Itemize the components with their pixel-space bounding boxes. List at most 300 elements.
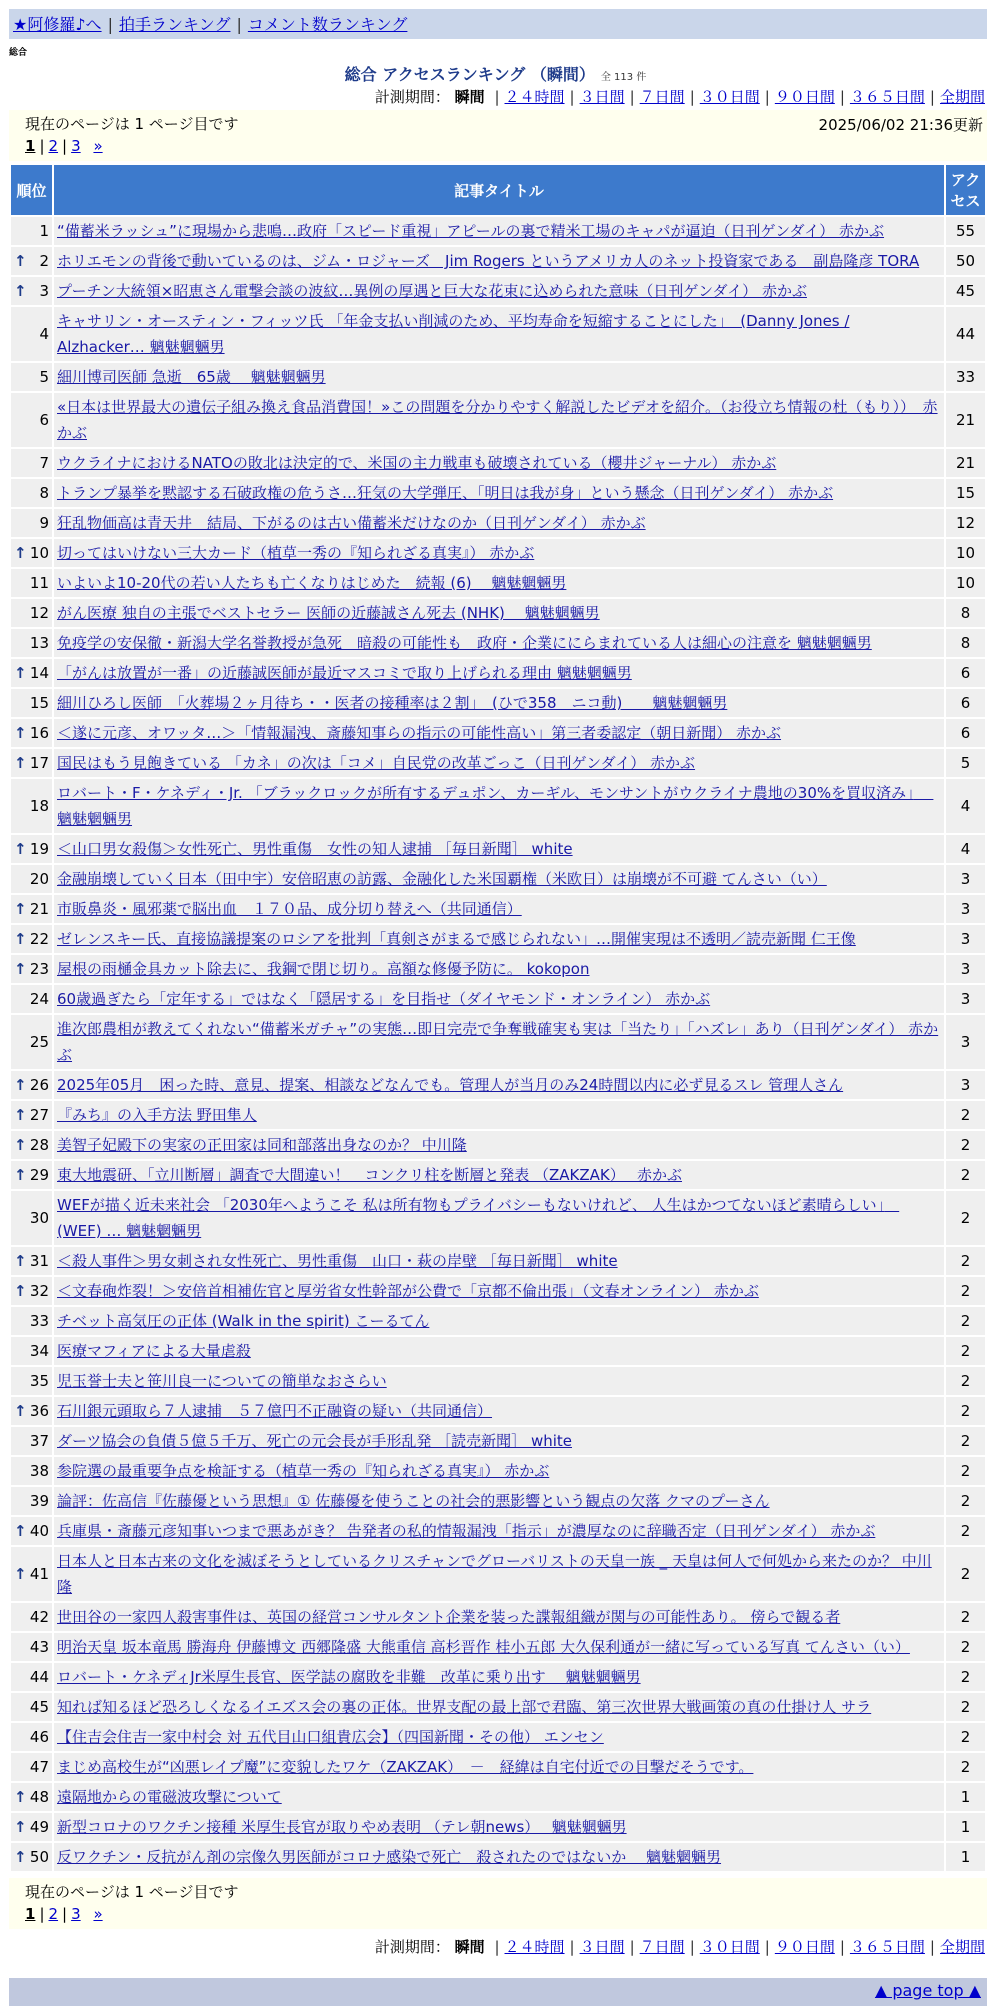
rank-number: 38 [29, 1462, 49, 1480]
title-cell [54, 479, 944, 507]
access-count: 2 [946, 1367, 985, 1395]
period-separator: | [764, 1938, 770, 1956]
access-count: 4 [946, 779, 985, 833]
title-cell [54, 1191, 944, 1245]
rank-number: 22 [29, 930, 49, 948]
table-row [11, 895, 985, 923]
rank-cell [11, 277, 52, 305]
table-row [11, 1397, 985, 1425]
page-link-3[interactable]: 3 [71, 137, 81, 155]
period-separator: | [629, 1938, 635, 1956]
article-link[interactable]: 児玉誉士夫と笹川良一についての簡単なおさらい [57, 1372, 387, 1390]
nav-separator: | [236, 15, 242, 34]
rank-up-arrow-icon: ↑ [14, 282, 27, 300]
article-link[interactable]: ロバート・ケネディJr米厚生長官、医学誌の腐敗を非難 改革に乗り出す 魑魅魍魎男 [57, 1668, 641, 1686]
rank-number: 34 [29, 1342, 49, 1360]
access-count: 6 [946, 689, 985, 717]
period-link[interactable]: ３６５日間 [849, 88, 925, 106]
title-cell [54, 363, 944, 391]
article-link[interactable]: 反ワクチン・反抗がん剤の宗像久男医師がコロナ感染で死亡 殺されたのではないか 魑魅魍魎男 [57, 1848, 722, 1866]
article-link[interactable]: チベット高気圧の正体 (Walk in the spirit) こーるてん [57, 1312, 430, 1330]
page-current: 1 [25, 137, 36, 155]
table-row [11, 539, 985, 567]
access-count: 45 [946, 277, 985, 305]
title-cell [54, 449, 944, 477]
access-count: 3 [946, 925, 985, 953]
table-row [11, 1247, 985, 1275]
title-cell [54, 659, 944, 687]
rank-number: 31 [29, 1252, 49, 1270]
access-count: 1 [946, 1783, 985, 1811]
access-count: 8 [946, 629, 985, 657]
rank-number: 1 [39, 222, 49, 240]
access-count: 21 [946, 449, 985, 477]
rank-cell [11, 1397, 52, 1425]
title-header: 記事タイトル [54, 165, 944, 215]
next-page-link[interactable]: » [93, 137, 103, 155]
period-separator: | [569, 1938, 575, 1956]
article-link[interactable]: 世田谷の一家四人殺害事件は、英国の経営コンサルタント企業を装った諜報組織が関与の可能性あり。 傍らで観る者 [57, 1608, 841, 1626]
clap-ranking-link[interactable]: 拍手ランキング [118, 15, 231, 34]
article-link[interactable]: 美智子妃殿下の実家の正田家は同和部落出身なのか？ 中川隆 [57, 1136, 467, 1154]
table-row [11, 659, 985, 687]
rank-number: 6 [39, 411, 49, 429]
title-cell [54, 1487, 944, 1515]
access-count: 3 [946, 1071, 985, 1099]
updated-time: 2025/06/02 21:36更新 [818, 116, 983, 134]
table-row [11, 1723, 985, 1751]
title-cell [54, 1813, 944, 1841]
rank-header: 順位 [11, 165, 52, 215]
table-row [11, 1015, 985, 1069]
rank-cell [11, 1843, 52, 1871]
access-count: 55 [946, 217, 985, 245]
period-link[interactable]: 全期間 [939, 88, 985, 106]
rank-cell [11, 1723, 52, 1751]
table-row [11, 449, 985, 477]
access-count: 2 [946, 1247, 985, 1275]
rank-number: 3 [39, 282, 49, 300]
rank-cell [11, 1693, 52, 1721]
table-row [11, 955, 985, 983]
page-current: 1 [25, 1905, 36, 1923]
title-cell [54, 1427, 944, 1455]
period-link[interactable]: ９０日間 [774, 1938, 835, 1956]
period-label: 計測期間： [374, 88, 450, 106]
title-cell [54, 1547, 944, 1601]
article-link[interactable]: 細川ひろし医師 「火葬場２ヶ月待ち・・医者の接種率は２割」 (ひで358 ニコ動) 魑魅魍魎男 [57, 694, 728, 712]
rank-number: 17 [29, 754, 49, 772]
table-row [11, 1487, 985, 1515]
article-link[interactable]: ＜文春砲炸裂！＞安倍首相補佐官と厚労省女性幹部が公費で「京都不倫出張」（文春オンライン） 赤かぶ [57, 1282, 759, 1300]
table-row [11, 1101, 985, 1129]
period-link[interactable]: ３０日間 [699, 1938, 760, 1956]
rank-cell [11, 1071, 52, 1099]
title-cell [54, 925, 944, 953]
title-cell [54, 1633, 944, 1661]
period-link[interactable]: ３６５日間 [849, 1938, 925, 1956]
access-count: 10 [946, 569, 985, 597]
title-cell [54, 895, 944, 923]
title-cell [54, 1131, 944, 1159]
access-count: 33 [946, 363, 985, 391]
period-link[interactable]: ３日間 [579, 1938, 625, 1956]
article-link[interactable]: «日本は世界最大の遺伝子組み換え食品消費国！»この問題を分かりやすく解説したビデオを紹介。（お役立ち情報の杜（もり）） 赤かぶ [57, 398, 938, 442]
title-cell [54, 629, 944, 657]
access-count: 6 [946, 719, 985, 747]
rank-cell [11, 865, 52, 893]
rank-number: 2 [39, 252, 49, 270]
rank-up-arrow-icon: ↑ [14, 1076, 27, 1094]
article-link[interactable]: 金融崩壊していく日本（田中宇）安倍昭恵の訪露、金融化した米国覇権（米欧日）は崩壊が不可避 てんさい（い） [57, 870, 827, 888]
table-row [11, 1457, 985, 1485]
rank-cell [11, 569, 52, 597]
rank-cell [11, 449, 52, 477]
rank-number: 18 [29, 797, 49, 815]
period-separator: | [569, 88, 575, 106]
article-link[interactable]: まじめ高校生が“凶悪レイプ魔”に変貌したワケ（ZAKZAK） － 経緯は自宅付近での目撃だそうです。 [57, 1758, 754, 1776]
title-cell [54, 835, 944, 863]
title-cell [54, 1603, 944, 1631]
rank-cell [11, 985, 52, 1013]
rank-cell [11, 307, 52, 361]
table-row [11, 629, 985, 657]
access-count: 2 [946, 1337, 985, 1365]
article-link[interactable]: 60歳過ぎたら「定年する」ではなく「隠居する」を目指せ（ダイヤモンド・オンライン） 赤かぶ [57, 990, 711, 1008]
article-link[interactable]: “備蓄米ラッシュ”に現場から悲鳴…政府「スピード重視」アピールの裏で精米工場のキャパが逼迫（日刊ゲンダイ） 赤かぶ [57, 222, 885, 240]
title-cell [54, 1247, 944, 1275]
period-label: 計測期間： [374, 1938, 450, 1956]
access-count: 2 [946, 1131, 985, 1159]
access-count: 2 [946, 1397, 985, 1425]
rank-cell [11, 719, 52, 747]
rank-cell [11, 1633, 52, 1661]
rank-number: 47 [29, 1758, 49, 1776]
article-link[interactable]: 遠隔地からの電磁波攻撃について [57, 1788, 282, 1806]
table-row [11, 217, 985, 245]
article-link[interactable]: ダーツ協会の負債５億５千万、死亡の元会長が手形乱発 ［読売新聞］ white [57, 1432, 572, 1450]
rank-number: 39 [29, 1492, 49, 1510]
article-link[interactable]: 知れば知るほど恐ろしくなるイエズス会の裏の正体。世界支配の最上部で君臨、第三次世界大戦画策の真の仕掛け人 サラ [57, 1698, 872, 1716]
access-count: 15 [946, 479, 985, 507]
rank-cell [11, 1783, 52, 1811]
period-current: 瞬間 [454, 1938, 485, 1956]
rank-number: 33 [29, 1312, 49, 1330]
article-link[interactable]: キャサリン・オースティン・フィッツ氏 「年金支払い削減のため、平均寿命を短縮することにした」 (Danny Jones / Alzhacker… 魑魅魍魎男 [57, 312, 850, 356]
title-cell [54, 955, 944, 983]
table-row [11, 1783, 985, 1811]
article-link[interactable]: 狂乱物価高は青天井 結局、下がるのは古い備蓄米だけなのか（日刊ゲンダイ） 赤かぶ [57, 514, 646, 532]
table-row [11, 247, 985, 275]
access-count: 2 [946, 1307, 985, 1335]
article-link[interactable]: トランプ暴挙を黙認する石破政権の危うさ…狂気の大学弾圧、「明日は我が身」という懸念（日刊ゲンダイ） 赤かぶ [57, 484, 834, 502]
article-link[interactable]: 兵庫県・斎藤元彦知事いつまで悪あがき？ 告発者の私的情報漏洩「指示」が濃厚なのに辞職否定（日刊ゲンダイ） 赤かぶ [57, 1522, 876, 1540]
article-link[interactable]: 切ってはいけない三大カード（植草一秀の『知られざる真実』） 赤かぶ [57, 544, 535, 562]
rank-number: 44 [29, 1668, 49, 1686]
rank-number: 37 [29, 1432, 49, 1450]
table-row [11, 599, 985, 627]
title-cell [54, 1337, 944, 1365]
rank-number: 30 [29, 1209, 49, 1227]
table-row [11, 1131, 985, 1159]
rank-cell [11, 1307, 52, 1335]
page-info: 現在のページは 1 ページ目です [25, 115, 239, 133]
article-link[interactable]: 国民はもう見飽きている 「カネ」の次は「コメ」自民党の改革ごっこ（日刊ゲンダイ） 赤かぶ [57, 754, 696, 772]
access-count: 44 [946, 307, 985, 361]
table-row [11, 1843, 985, 1871]
next-page-link[interactable]: » [93, 1905, 103, 1923]
article-link[interactable]: 参院選の最重要争点を検証する（植草一秀の『知られざる真実』） 赤かぶ [57, 1462, 550, 1480]
table-row [11, 835, 985, 863]
rank-cell [11, 955, 52, 983]
rank-cell [11, 1427, 52, 1455]
article-link[interactable]: いよいよ10-20代の若い人たちも亡くなりはじめた 続報 (6) 魑魅魍魎男 [57, 574, 567, 592]
article-link[interactable]: ロバート・F・ケネディ・Jr. 「ブラックロックが所有するデュポン、カーギル、モンサントがウクライナ農地の30%を買収済み」 魑魅魍魎男 [57, 784, 934, 828]
rank-number: 40 [29, 1522, 49, 1540]
page-link-3[interactable]: 3 [71, 1905, 81, 1923]
table-row [11, 569, 985, 597]
access-count: 3 [946, 955, 985, 983]
period-separator: | [839, 88, 845, 106]
table-row [11, 1277, 985, 1305]
rank-number: 9 [39, 514, 49, 532]
page-link-2[interactable]: 2 [48, 137, 59, 155]
access-count: 2 [946, 1457, 985, 1485]
period-link[interactable]: ７日間 [639, 1938, 685, 1956]
title-cell [54, 1457, 944, 1485]
rank-number: 32 [29, 1282, 49, 1300]
rank-cell [11, 1813, 52, 1841]
period-separator: | [929, 88, 935, 106]
article-link[interactable]: がん医療 独自の主張でベストセラー 医師の近藤誠さん死去 (NHK) 魑魅魍魎男 [57, 604, 600, 622]
rank-cell [11, 779, 52, 833]
article-link[interactable]: プーチン大統領×昭恵さん電撃会談の波紋…異例の厚遇と巨大な花束に込められた意味（日刊ゲンダイ） 赤かぶ [57, 282, 807, 300]
page-title [0, 62, 991, 85]
table-row [11, 865, 985, 893]
period-link[interactable]: ３日間 [579, 88, 625, 106]
title-cell [54, 1367, 944, 1395]
access-count: 2 [946, 1191, 985, 1245]
table-row [11, 1337, 985, 1365]
title-cell [54, 247, 944, 275]
article-link[interactable]: 論評：佐高信『佐藤優という思想』① 佐藤優を使うことの社会的悪影響という観点の欠落 クマのプーさん [57, 1492, 770, 1510]
table-row [11, 719, 985, 747]
access-count: 10 [946, 539, 985, 567]
rank-number: 24 [29, 990, 49, 1008]
access-count: 2 [946, 1161, 985, 1189]
rank-up-arrow-icon: ↑ [14, 840, 27, 858]
title-cell [54, 1307, 944, 1335]
period-link[interactable]: ２４時間 [504, 1938, 565, 1956]
table-row [11, 1813, 985, 1841]
article-link[interactable]: 石川銀元頭取ら７人逮捕 ５７億円不正融資の疑い（共同通信） [57, 1402, 493, 1420]
rank-number: 48 [29, 1788, 49, 1806]
title-cell [54, 749, 944, 777]
access-count: 12 [946, 509, 985, 537]
table-row [11, 779, 985, 833]
period-selector-bottom [375, 1936, 985, 1957]
rank-cell [11, 1663, 52, 1691]
rank-cell [11, 835, 52, 863]
home-link[interactable]: ★阿修羅♪へ [13, 15, 102, 34]
table-row [11, 1191, 985, 1245]
access-count: 21 [946, 393, 985, 447]
article-link[interactable]: 『みち』の入手方法 野田隼人 [57, 1106, 257, 1124]
table-row [11, 1693, 985, 1721]
period-separator: | [839, 1938, 845, 1956]
title-cell [54, 1277, 944, 1305]
article-link[interactable]: 新型コロナのワクチン接種 米厚生長官が取りやめ表明 （テレ朝news） 魑魅魍魎男 [57, 1818, 627, 1836]
title-cell [54, 1663, 944, 1691]
title-cell [54, 509, 944, 537]
title-cell [54, 719, 944, 747]
rank-cell [11, 1547, 52, 1601]
access-count: 50 [946, 247, 985, 275]
period-current: 瞬間 [454, 88, 485, 106]
title-cell [54, 1753, 944, 1781]
article-link[interactable]: 明治天皇 坂本竜馬 勝海舟 伊藤博文 西郷隆盛 大熊重信 高杉晋作 桂小五郎 大久保利通が一緒に写っている写真 てんさい（い） [57, 1638, 910, 1656]
rank-up-arrow-icon: ↑ [14, 252, 27, 270]
access-count: 1 [946, 1843, 985, 1871]
access-count: 5 [946, 749, 985, 777]
article-link[interactable]: 進次郎農相が教えてくれない“備蓄米ガチャ”の実態…即日完売で争奪戦確実も実は「当たり」「ハズレ」あり（日刊ゲンダイ） 赤かぶ [57, 1020, 939, 1064]
title-cell [54, 1517, 944, 1545]
rank-cell [11, 1753, 52, 1781]
table-header-row [11, 165, 985, 215]
title-cell [54, 277, 944, 305]
category-label: 総合 [9, 48, 28, 58]
table-row [11, 749, 985, 777]
rank-cell [11, 925, 52, 953]
rank-number: 12 [29, 604, 49, 622]
rank-number: 49 [29, 1818, 49, 1836]
rank-number: 15 [29, 694, 49, 712]
table-row [11, 1161, 985, 1189]
table-row [11, 363, 985, 391]
rank-number: 19 [29, 840, 49, 858]
table-row [11, 509, 985, 537]
article-link[interactable]: ゼレンスキー氏、直接協議提案のロシアを批判「真剣さがまるで感じられない」…開催実現は不透明／読売新聞 仁王像 [57, 930, 856, 948]
rank-cell [11, 895, 52, 923]
article-link[interactable]: WEFが描く近未来社会 「2030年へようこそ 私は所有物もプライバシーもないけれど、 人生はかつてないほど素晴らしい」 (WEF) … 魑魅魍魎男 [57, 1196, 900, 1240]
article-link[interactable]: 【住吉会住吉一家中村会 対 五代目山口組貴広会】（四国新聞・その他） エンセン [57, 1728, 604, 1746]
access-count: 6 [946, 659, 985, 687]
rank-cell [11, 1131, 52, 1159]
title-cell [54, 1015, 944, 1069]
rank-number: 20 [29, 870, 49, 888]
page-link-2[interactable]: 2 [48, 1905, 59, 1923]
title-cell [54, 1071, 944, 1099]
rank-cell [11, 1015, 52, 1069]
article-link[interactable]: 日本人と日本古来の文化を滅ぼそうとしているクリスチャンでグローバリストの天皇一族 _ 天皇は何人で何処から来たのか？ 中川隆 [57, 1552, 932, 1596]
table-row [11, 307, 985, 361]
table-row [11, 1071, 985, 1099]
article-link[interactable]: 医療マフィアによる大量虐殺 [57, 1342, 251, 1360]
article-link[interactable]: 市販鼻炎・風邪薬で脳出血 １７０品、成分切り替えへ（共同通信） [57, 900, 522, 918]
rank-up-arrow-icon: ↑ [14, 1252, 27, 1270]
rank-cell [11, 1247, 52, 1275]
period-selector-top [375, 86, 985, 107]
rank-cell [11, 1161, 52, 1189]
access-count: 3 [946, 865, 985, 893]
title-cell [54, 865, 944, 893]
rank-number: 7 [39, 454, 49, 472]
page-top-link[interactable]: ▲ page top ▲ [874, 1981, 981, 2000]
period-link[interactable]: ３０日間 [699, 88, 760, 106]
article-link[interactable]: 細川博司医師 急逝 65歳 魑魅魍魎男 [57, 368, 326, 386]
title-cell [54, 985, 944, 1013]
rank-up-arrow-icon: ↑ [14, 1282, 27, 1300]
rank-up-arrow-icon: ↑ [14, 664, 27, 682]
ranking-table [9, 163, 987, 1873]
article-link[interactable]: 東大地震研、「立川断層」調査で大間違い！ コンクリ柱を断層と発表 （ZAKZAK） 赤かぶ [57, 1166, 682, 1184]
rank-number: 28 [29, 1136, 49, 1154]
rank-number: 10 [29, 544, 49, 562]
table-row [11, 1603, 985, 1631]
article-link[interactable]: ＜山口男女殺傷＞女性死亡、男性重傷 女性の知人逮捕 ［毎日新聞］ white [57, 840, 573, 858]
footer-bar [9, 1978, 987, 2006]
access-count: 2 [946, 1663, 985, 1691]
title-cell [54, 1723, 944, 1751]
comment-ranking-link[interactable]: コメント数ランキング [247, 15, 408, 34]
rank-number: 23 [29, 960, 49, 978]
period-link[interactable]: ２４時間 [504, 88, 565, 106]
rank-up-arrow-icon: ↑ [14, 1818, 27, 1836]
access-count: 2 [946, 1603, 985, 1631]
title-text: 総合 アクセスランキング （瞬間） [344, 65, 595, 84]
title-cell [54, 779, 944, 833]
table-row [11, 925, 985, 953]
access-count: 3 [946, 985, 985, 1013]
rank-number: 25 [29, 1033, 49, 1051]
table-row [11, 689, 985, 717]
article-link[interactable]: 免疫学の安保徹・新潟大学名誉教授が急死 暗殺の可能性も 政府・企業ににらまれている人は細心の注意を 魑魅魍魎男 [57, 634, 872, 652]
rank-cell [11, 599, 52, 627]
article-link[interactable]: ＜遂に元彦、オワッタ…＞「情報漏洩、斎藤知事らの指示の可能性高い」第三者委認定（朝日新聞） 赤かぶ [57, 724, 782, 742]
access-count: 2 [946, 1753, 985, 1781]
article-link[interactable]: 屋根の雨樋金具カット除去に、我鋼で閉じ切り。高額な修優予防に。 kokopon [57, 960, 590, 978]
table-row [11, 1633, 985, 1661]
rank-number: 45 [29, 1698, 49, 1716]
rank-number: 8 [39, 484, 49, 502]
access-count: 2 [946, 1101, 985, 1129]
title-cell [54, 1161, 944, 1189]
article-link[interactable]: ホリエモンの背後で動いているのは、ジム・ロジャーズ Jim Rogers というアメリカ人のネット投資家である 副島隆彦 TORA [57, 252, 920, 270]
period-separator: | [929, 1938, 935, 1956]
title-cell [54, 599, 944, 627]
period-link[interactable]: ７日間 [639, 88, 685, 106]
period-link[interactable]: 全期間 [939, 1938, 985, 1956]
rank-cell [11, 479, 52, 507]
article-link[interactable]: 2025年05月 困った時、意見、提案、相談などなんでも。管理人が当月のみ24時間以内に必ず見るスレ 管理人さん [57, 1076, 844, 1094]
period-link[interactable]: ９０日間 [774, 88, 835, 106]
rank-number: 4 [39, 325, 49, 343]
title-cell [54, 1843, 944, 1871]
article-link[interactable]: ＜殺人事件＞男女刺され女性死亡、男性重傷 山口・萩の岸壁 ［毎日新聞］ white [57, 1252, 618, 1270]
access-count: 8 [946, 599, 985, 627]
rank-cell [11, 1487, 52, 1515]
rank-cell [11, 363, 52, 391]
table-row [11, 1367, 985, 1395]
rank-up-arrow-icon: ↑ [14, 544, 27, 562]
table-row [11, 479, 985, 507]
title-cell [54, 217, 944, 245]
article-link[interactable]: ウクライナにおけるNATOの敗北は決定的で、米国の主力戦車も破壊されている（櫻井ジャーナル） 赤かぶ [57, 454, 777, 472]
period-separator: | [494, 1938, 500, 1956]
access-count: 2 [946, 1487, 985, 1515]
pager-top [9, 110, 987, 161]
article-link[interactable]: 「がんは放置が一番」の近藤誠医師が最近マスコミで取り上げられる理由 魑魅魍魎男 [57, 664, 632, 682]
